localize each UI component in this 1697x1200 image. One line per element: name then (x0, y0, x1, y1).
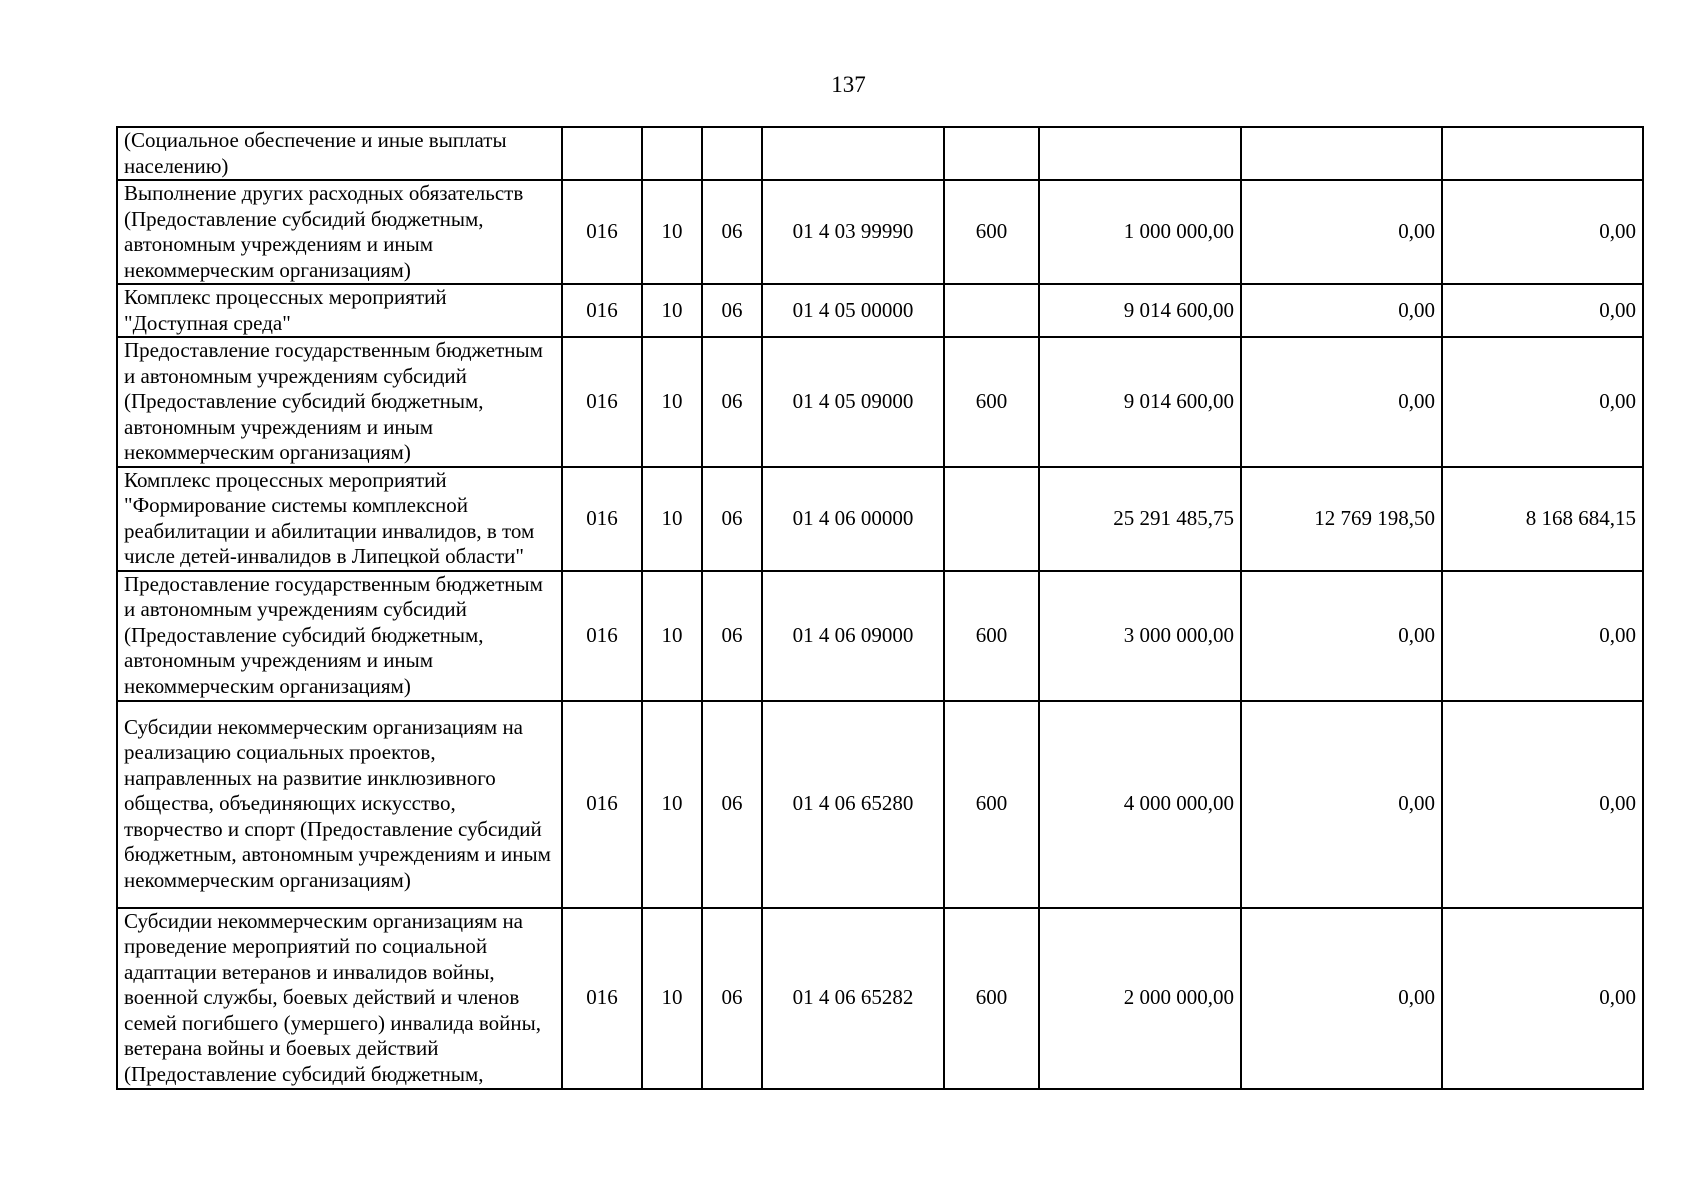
cell-sum-1: 25 291 485,75 (1039, 467, 1241, 571)
cell-expense-type: 600 (944, 571, 1039, 701)
cell-expense-type: 600 (944, 908, 1039, 1089)
cell-sum-3: 8 168 684,15 (1442, 467, 1643, 571)
cell-sum-3: 0,00 (1442, 571, 1643, 701)
table-row (117, 337, 1643, 467)
cell-ministry: 016 (562, 571, 642, 701)
cell-sum-1 (1039, 127, 1241, 180)
cell-target: 01 4 05 09000 (762, 337, 944, 467)
cell-ministry: 016 (562, 180, 642, 284)
cell-section: 10 (642, 701, 702, 908)
cell-sum-3: 0,00 (1442, 701, 1643, 908)
cell-sum-1: 9 014 600,00 (1039, 337, 1241, 467)
cell-section: 10 (642, 284, 702, 337)
cell-subsection (702, 127, 762, 180)
cell-section: 10 (642, 337, 702, 467)
table-row (117, 180, 1643, 284)
cell-section: 10 (642, 571, 702, 701)
cell-sum-1: 2 000 000,00 (1039, 908, 1241, 1089)
table-row (117, 908, 1643, 1089)
cell-sum-2: 0,00 (1241, 701, 1442, 908)
cell-sum-1: 3 000 000,00 (1039, 571, 1241, 701)
cell-ministry: 016 (562, 284, 642, 337)
cell-target (762, 127, 944, 180)
cell-subsection: 06 (702, 284, 762, 337)
cell-sum-3: 0,00 (1442, 180, 1643, 284)
cell-target: 01 4 06 09000 (762, 571, 944, 701)
cell-expense-type: 600 (944, 180, 1039, 284)
budget-table (116, 126, 1644, 1090)
cell-section: 10 (642, 908, 702, 1089)
cell-description: Предоставление государственным бюджетным и автономным учреждениям субсидий (Предоставление субсидий бюджетным, автономным учреждениям и иным некоммерческим организациям) (117, 571, 562, 701)
cell-description: Комплекс процессных мероприятий "Доступная среда" (117, 284, 562, 337)
cell-target: 01 4 05 00000 (762, 284, 944, 337)
cell-subsection: 06 (702, 467, 762, 571)
cell-sum-2: 12 769 198,50 (1241, 467, 1442, 571)
table-row (117, 467, 1643, 571)
cell-subsection: 06 (702, 337, 762, 467)
page-number: 137 (831, 72, 866, 97)
cell-section: 10 (642, 467, 702, 571)
cell-sum-2: 0,00 (1241, 337, 1442, 467)
cell-sum-3 (1442, 127, 1643, 180)
cell-expense-type (944, 284, 1039, 337)
table-row (117, 127, 1643, 180)
cell-section (642, 127, 702, 180)
cell-section: 10 (642, 180, 702, 284)
cell-ministry (562, 127, 642, 180)
cell-subsection: 06 (702, 908, 762, 1089)
table-row (117, 571, 1643, 701)
cell-sum-3: 0,00 (1442, 337, 1643, 467)
cell-description: Выполнение других расходных обязательств (Предоставление субсидий бюджетным, автономным учреждениям и иным некоммерческим организациям) (117, 180, 562, 284)
cell-ministry: 016 (562, 467, 642, 571)
cell-ministry: 016 (562, 337, 642, 467)
cell-description: Предоставление государственным бюджетным и автономным учреждениям субсидий (Предоставление субсидий бюджетным, автономным учреждениям и иным некоммерческим организациям) (117, 337, 562, 467)
cell-target: 01 4 06 65282 (762, 908, 944, 1089)
cell-description: Субсидии некоммерческим организациям на проведение мероприятий по социальной адаптации ветеранов и инвалидов войны, военной службы, боевых действий и членов семей погибшего (умершего) инвалида войны, ветерана войны и боевых действий (Предоставление субсидий бюджетным, (117, 908, 562, 1089)
cell-subsection: 06 (702, 701, 762, 908)
cell-subsection: 06 (702, 571, 762, 701)
cell-sum-1: 1 000 000,00 (1039, 180, 1241, 284)
cell-sum-2: 0,00 (1241, 908, 1442, 1089)
cell-sum-2: 0,00 (1241, 571, 1442, 701)
cell-target: 01 4 06 65280 (762, 701, 944, 908)
cell-expense-type (944, 467, 1039, 571)
cell-sum-2: 0,00 (1241, 180, 1442, 284)
cell-target: 01 4 06 00000 (762, 467, 944, 571)
cell-sum-3: 0,00 (1442, 284, 1643, 337)
cell-description: Комплекс процессных мероприятий "Формирование системы комплексной реабилитации и абилитации инвалидов, в том числе детей-инвалидов в Липецкой области" (117, 467, 562, 571)
cell-description: (Социальное обеспечение и иные выплаты населению) (117, 127, 562, 180)
cell-sum-1: 9 014 600,00 (1039, 284, 1241, 337)
cell-expense-type: 600 (944, 701, 1039, 908)
cell-sum-2 (1241, 127, 1442, 180)
cell-expense-type (944, 127, 1039, 180)
cell-subsection: 06 (702, 180, 762, 284)
cell-ministry: 016 (562, 701, 642, 908)
cell-sum-3: 0,00 (1442, 908, 1643, 1089)
cell-description: Субсидии некоммерческим организациям на реализацию социальных проектов, направленных на развитие инклюзивного общества, объединяющих искусство, творчество и спорт (Предоставление субсидий бюджетным, автономным учреждениям и иным некоммерческим организациям) (117, 701, 562, 908)
table-row (117, 284, 1643, 337)
cell-sum-2: 0,00 (1241, 284, 1442, 337)
table-row (117, 701, 1643, 908)
cell-sum-1: 4 000 000,00 (1039, 701, 1241, 908)
cell-expense-type: 600 (944, 337, 1039, 467)
cell-ministry: 016 (562, 908, 642, 1089)
cell-target: 01 4 03 99990 (762, 180, 944, 284)
